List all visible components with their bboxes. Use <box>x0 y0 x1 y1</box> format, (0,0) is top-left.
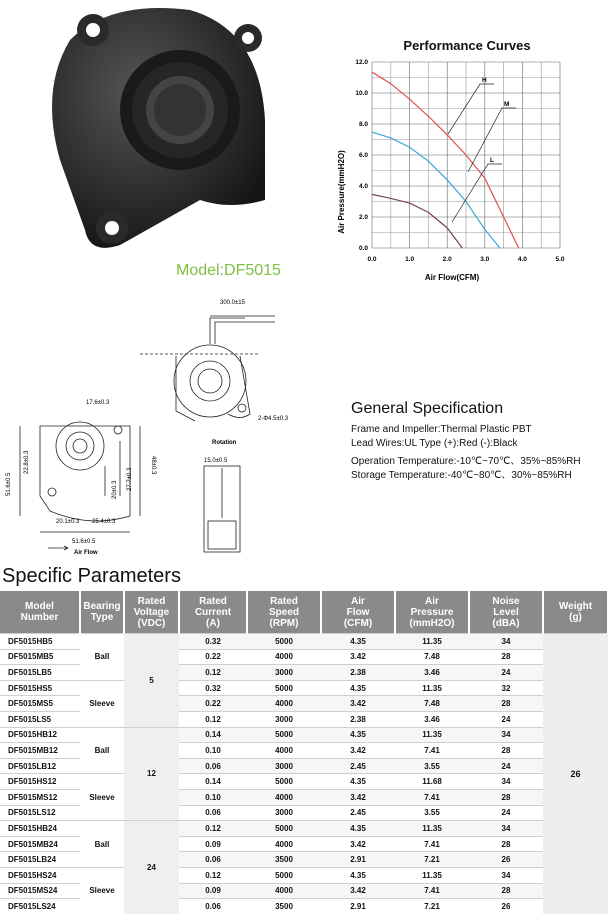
table-row <box>0 867 608 883</box>
table-cell: 0.22 <box>179 696 247 712</box>
table-cell: 24 <box>469 711 543 727</box>
table-cell: 0.22 <box>179 649 247 665</box>
table-cell: 4.35 <box>321 774 395 790</box>
fan-product-image <box>30 0 270 260</box>
table-cell: 0.06 <box>179 805 247 821</box>
table-cell: 34 <box>469 727 543 743</box>
spec-line: Lead Wires:UL Type (+):Red (-):Black <box>351 438 518 449</box>
table-cell: 24 <box>469 665 543 681</box>
table-cell: 3.42 <box>321 883 395 899</box>
chart-xlabel: Air Flow(CFM) <box>424 273 480 282</box>
table-cell: Ball <box>80 634 124 681</box>
table-cell: 3.42 <box>321 743 395 759</box>
table-cell: 3000 <box>247 758 321 774</box>
table-cell: 0.12 <box>179 711 247 727</box>
table-cell: 3.55 <box>395 805 469 821</box>
y-tick-label: 2.0 <box>358 214 368 221</box>
table-cell: 7.48 <box>395 696 469 712</box>
y-tick-label: 6.0 <box>358 152 368 159</box>
table-cell: 11.35 <box>395 680 469 696</box>
table-cell: 3500 <box>247 852 321 868</box>
dim-22-8: 22.8±0.3 <box>24 450 30 474</box>
table-cell: 4.35 <box>321 727 395 743</box>
y-tick-label: 10.0 <box>355 90 368 97</box>
table-cell: 0.10 <box>179 743 247 759</box>
spec-line: Frame and Impeller:Thermal Plastic PBT <box>351 424 532 435</box>
table-cell: 11.35 <box>395 821 469 837</box>
table-cell: 26 <box>469 899 543 914</box>
table-cell: DF5015HB5 <box>0 634 80 650</box>
table-cell: 0.06 <box>179 758 247 774</box>
spec-line: Storage Temperature:-40℃~80℃、30%~85%RH <box>351 470 572 481</box>
table-cell: 0.14 <box>179 727 247 743</box>
table-cell: 2.91 <box>321 852 395 868</box>
dim-rotation: Rotation <box>212 440 237 446</box>
table-cell: Ball <box>80 727 124 774</box>
table-cell: 3000 <box>247 711 321 727</box>
table-cell: 0.06 <box>179 899 247 914</box>
table-cell: 24 <box>469 805 543 821</box>
table-cell: 3000 <box>247 665 321 681</box>
x-tick-label: 4.0 <box>517 256 527 263</box>
series-line-m <box>372 132 500 248</box>
table-cell: 4.35 <box>321 634 395 650</box>
table-cell: 34 <box>469 867 543 883</box>
table-cell: 0.32 <box>179 634 247 650</box>
table-cell: 4000 <box>247 836 321 852</box>
table-cell: DF5015LS12 <box>0 805 80 821</box>
table-cell: 3000 <box>247 805 321 821</box>
dim-height-left: 51.6±0.5 <box>6 472 12 496</box>
table-cell: 5000 <box>247 634 321 650</box>
curve-labels <box>448 77 516 222</box>
x-tick-label: 5.0 <box>555 256 565 263</box>
column-header: Rated Voltage (VDC) <box>124 591 179 634</box>
table-cell: 11.35 <box>395 727 469 743</box>
table-cell: 3.42 <box>321 649 395 665</box>
specific-params-title: Specific Parameters <box>2 565 181 587</box>
table-cell: 34 <box>469 634 543 650</box>
column-header: Air Pressure (mmH2O) <box>395 591 469 634</box>
table-cell: Sleeve <box>80 680 124 727</box>
dimension-drawing <box>0 296 340 558</box>
curve-leader <box>448 84 494 134</box>
x-tick-label: 1.0 <box>405 256 415 263</box>
table-cell: DF5015MB12 <box>0 743 80 759</box>
table-cell: 11.68 <box>395 774 469 790</box>
table-cell: DF5015HS5 <box>0 680 80 696</box>
table-cell: DF5015MB5 <box>0 649 80 665</box>
table-cell: DF5015LS5 <box>0 711 80 727</box>
spec-line: Operation Temperature:-10℃~70℃、35%~85%RH <box>351 456 581 467</box>
y-tick-label: 12.0 <box>355 59 368 66</box>
column-header: Weight (g) <box>543 591 608 634</box>
table-cell: 0.32 <box>179 680 247 696</box>
table-cell: 4.35 <box>321 680 395 696</box>
table-cell: 34 <box>469 821 543 837</box>
table-row <box>0 634 608 650</box>
dim-hole-dia: 2-Φ4.5±0.3 <box>258 416 289 422</box>
column-header: Rated Current (A) <box>179 591 247 634</box>
table-cell: 0.06 <box>179 852 247 868</box>
table-cell: 28 <box>469 883 543 899</box>
table-cell: 0.14 <box>179 774 247 790</box>
table-cell: 7.41 <box>395 883 469 899</box>
table-cell: DF5015LB5 <box>0 665 80 681</box>
dim-thickness: 15.0±0.5 <box>204 458 228 464</box>
table-cell: 3.55 <box>395 758 469 774</box>
table-cell: 12 <box>124 727 179 821</box>
dim-25-4: 25.4±0.3 <box>92 519 116 525</box>
table-cell: 4000 <box>247 696 321 712</box>
table-cell: 2.38 <box>321 711 395 727</box>
x-tick-label: 0.0 <box>367 256 377 263</box>
y-tick-label: 8.0 <box>358 121 368 128</box>
table-cell: 3.46 <box>395 665 469 681</box>
table-cell: 7.48 <box>395 649 469 665</box>
table-cell: 3.42 <box>321 789 395 805</box>
curve-label: H <box>482 77 487 84</box>
table-cell: 5000 <box>247 821 321 837</box>
dim-inlet-dia: 17.6±0.3 <box>86 400 110 406</box>
table-cell: 11.35 <box>395 634 469 650</box>
table-row <box>0 821 608 837</box>
curve-label: L <box>490 157 494 164</box>
table-header <box>0 591 608 634</box>
table-cell: DF5015MS5 <box>0 696 80 712</box>
table-cell: 2.38 <box>321 665 395 681</box>
x-tick-label: 2.0 <box>442 256 452 263</box>
table-cell: 5000 <box>247 867 321 883</box>
table-cell: DF5015HB12 <box>0 727 80 743</box>
table-cell: 28 <box>469 789 543 805</box>
table-cell: 28 <box>469 836 543 852</box>
table-cell: 4.35 <box>321 867 395 883</box>
curve-label: M <box>504 101 510 108</box>
table-cell: 5000 <box>247 680 321 696</box>
table-cell: 2.91 <box>321 899 395 914</box>
params-table <box>0 591 609 914</box>
table-cell: 11.35 <box>395 867 469 883</box>
chart-ylabel: Air Pressure(mmH2O) <box>337 150 346 234</box>
table-cell: 26 <box>469 852 543 868</box>
table-cell: 4000 <box>247 743 321 759</box>
table-cell: 4000 <box>247 649 321 665</box>
table-cell: 7.21 <box>395 899 469 914</box>
table-row <box>0 680 608 696</box>
x-tick-label: 3.0 <box>480 256 490 263</box>
table-cell: DF5015LB12 <box>0 758 80 774</box>
curve-leader <box>452 164 502 222</box>
table-cell: 0.12 <box>179 867 247 883</box>
table-cell: 3500 <box>247 899 321 914</box>
table-cell: DF5015HS12 <box>0 774 80 790</box>
table-cell: 24 <box>469 758 543 774</box>
table-cell: 32 <box>469 680 543 696</box>
column-header: Noise Level (dBA) <box>469 591 543 634</box>
y-tick-label: 4.0 <box>358 183 368 190</box>
table-row <box>0 774 608 790</box>
table-cell: 0.12 <box>179 821 247 837</box>
table-cell: DF5015MS24 <box>0 883 80 899</box>
table-cell: 0.09 <box>179 883 247 899</box>
table-cell: 7.41 <box>395 743 469 759</box>
dim-width-bottom: 51.6±0.5 <box>72 539 96 545</box>
table-cell: 0.12 <box>179 665 247 681</box>
table-cell: 4000 <box>247 789 321 805</box>
table-cell: DF5015HS24 <box>0 867 80 883</box>
dim-20: 20±0.3 <box>112 480 118 499</box>
chart-series <box>372 72 519 248</box>
model-label: Model:DF5015 <box>176 262 281 279</box>
series-line-h <box>372 72 519 248</box>
table-cell: 24 <box>124 821 179 914</box>
column-header: Rated Speed (RPM) <box>247 591 321 634</box>
table-cell: 7.41 <box>395 836 469 852</box>
table-cell: DF5015MS12 <box>0 789 80 805</box>
table-cell: 2.45 <box>321 758 395 774</box>
table-cell: DF5015MB24 <box>0 836 80 852</box>
column-header: Air Flow (CFM) <box>321 591 395 634</box>
table-cell: 34 <box>469 774 543 790</box>
performance-chart <box>330 52 610 287</box>
table-cell: Sleeve <box>80 867 124 913</box>
general-spec-title: General Specification <box>351 400 504 417</box>
series-line-l <box>372 194 462 248</box>
table-cell: 26 <box>543 634 608 914</box>
dim-airflow: Air Flow <box>74 550 98 556</box>
table-row <box>0 727 608 743</box>
table-cell: 3.42 <box>321 836 395 852</box>
table-cell: 3.42 <box>321 696 395 712</box>
table-cell: 3.46 <box>395 711 469 727</box>
table-cell: Ball <box>80 821 124 868</box>
table-cell: 0.10 <box>179 789 247 805</box>
table-cell: 28 <box>469 649 543 665</box>
table-cell: 7.21 <box>395 852 469 868</box>
dim-27-7: 27.7±0.3 <box>127 467 133 491</box>
chart-title: Performance Curves <box>403 38 531 53</box>
table-cell: 5000 <box>247 774 321 790</box>
table-cell: 28 <box>469 743 543 759</box>
table-cell: 5000 <box>247 727 321 743</box>
dim-48: 48±0.3 <box>150 456 156 475</box>
dim-20-1: 20.1±0.3 <box>56 519 80 525</box>
y-tick-label: 0.0 <box>358 245 368 252</box>
table-cell: 4.35 <box>321 821 395 837</box>
table-cell: 28 <box>469 696 543 712</box>
table-cell: DF5015LB24 <box>0 852 80 868</box>
table-cell: 5 <box>124 634 179 728</box>
column-header: Bearing Type <box>80 591 124 634</box>
table-cell: Sleeve <box>80 774 124 821</box>
dim-lead-length: 300.0±15 <box>220 300 245 306</box>
table-cell: DF5015LS24 <box>0 899 80 914</box>
table-cell: 7.41 <box>395 789 469 805</box>
table-cell: 2.45 <box>321 805 395 821</box>
table-cell: 4000 <box>247 883 321 899</box>
table-cell: DF5015HB24 <box>0 821 80 837</box>
column-header: Model Number <box>0 591 80 634</box>
table-cell: 0.09 <box>179 836 247 852</box>
